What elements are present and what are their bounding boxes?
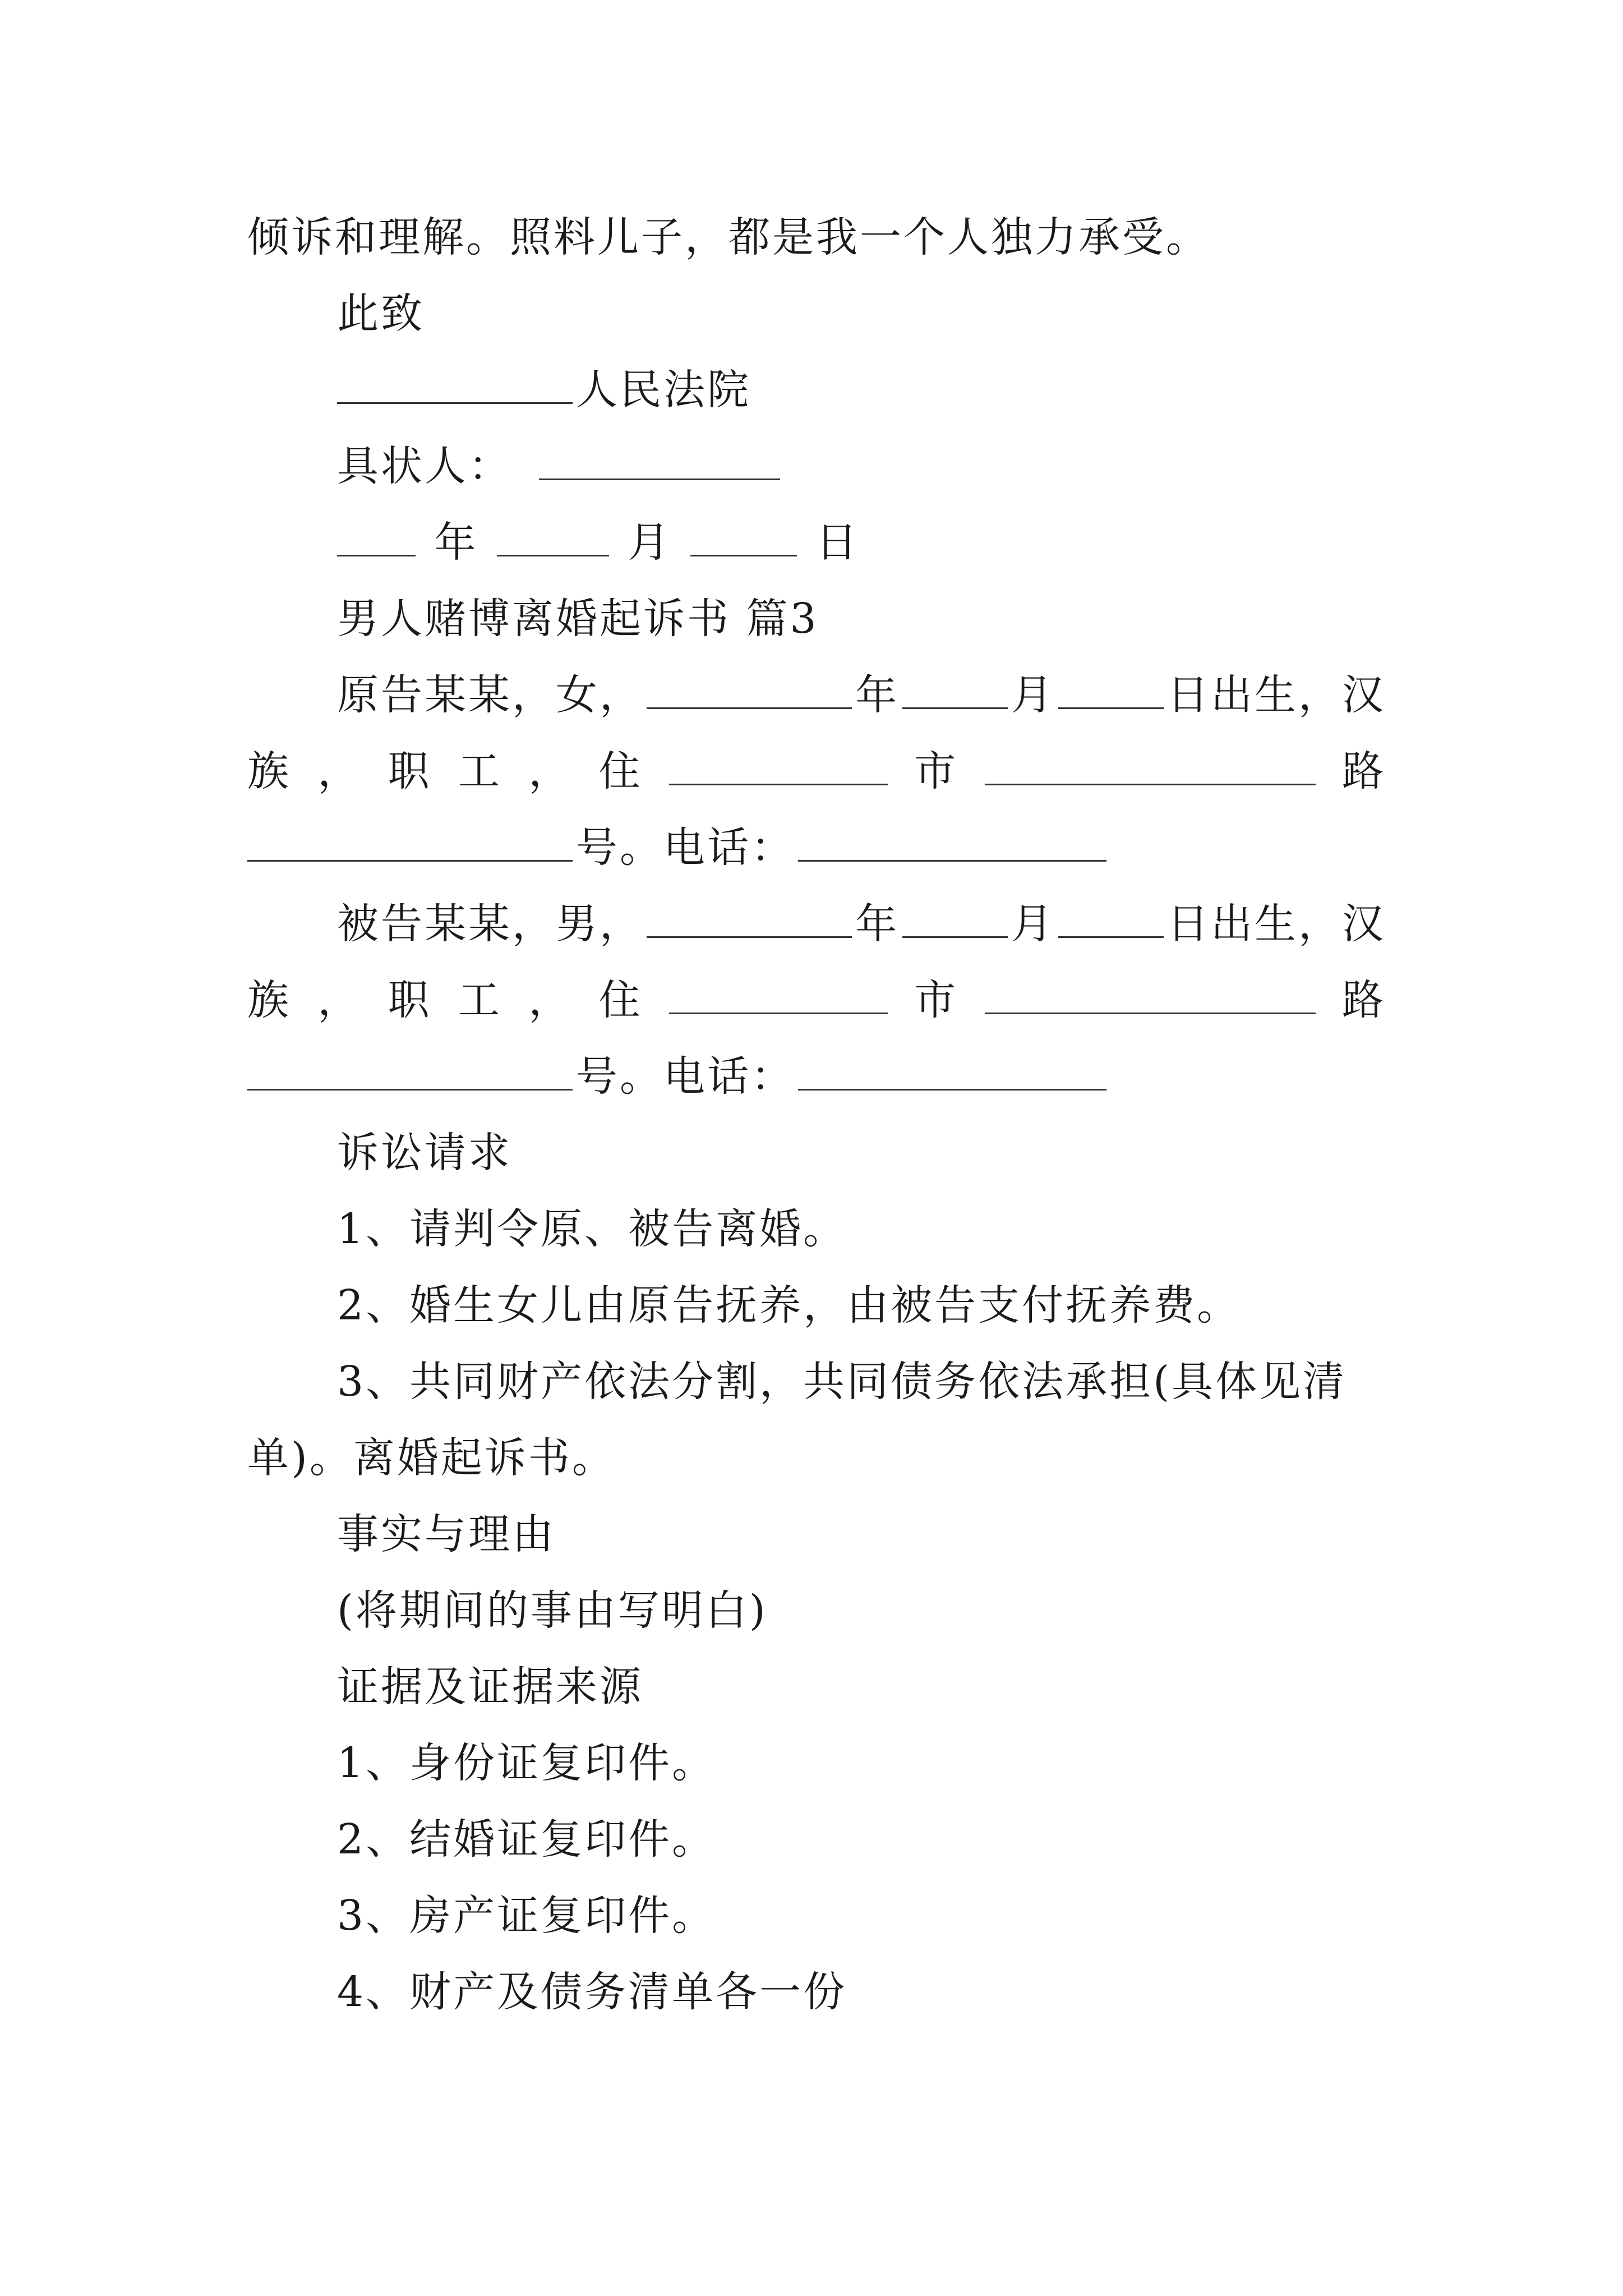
plaintiff-year-blank[interactable] [647,666,852,709]
defendant-city-blank[interactable] [669,971,888,1014]
evidence-item: 2、结婚证复印件。 [337,1815,716,1864]
plaintiff-line-1 [247,657,1386,733]
phone-label: 号。电话： [576,1052,795,1101]
defendant-number-blank[interactable] [247,1047,573,1091]
phone-label: 号。电话： [576,823,795,872]
plaintiff-day-blank[interactable] [1058,666,1164,709]
text-char: ， [317,747,362,795]
text-char: 族 [247,976,291,1024]
plaintiff-number-blank[interactable] [247,818,573,862]
signer-label: 具状人： [337,442,512,490]
day-label: 日 [815,518,860,567]
month-label: 月 [1011,900,1055,948]
salutation: 此致 [337,289,425,338]
text-char: 住 [598,747,643,795]
date-line [247,504,1386,581]
defendant-month-blank[interactable] [902,895,1008,938]
claims-heading: 诉讼请求 [337,1129,512,1177]
paragraph-line: 倾诉和理解。照料儿子，都是我一个人独力承受。 [247,213,1210,261]
year-label: 年 [855,671,900,719]
plaintiff-line-3 [247,809,1386,886]
court-name-blank[interactable] [337,361,573,404]
court-line [247,352,1386,428]
text-char: 职 [388,747,432,795]
text-char: 路 [1341,976,1386,1024]
defendant-year-blank[interactable] [647,895,852,938]
text-char: ， [317,976,362,1024]
evidence-heading: 证据及证据来源 [337,1663,643,1711]
text-char: 市 [914,747,958,795]
facts-heading: 事实与理由 [337,1510,556,1558]
evidence-item: 4、财产及债务清单各一份 [337,1968,847,2016]
plaintiff-month-blank[interactable] [902,666,1008,709]
claim-item: 3、共同财产依法分割，共同债务依法承担(具体见清 [337,1358,1347,1406]
facts-note: (将期间的事由写明白) [337,1586,768,1635]
defendant-birth-suffix: 日出生，汉 [1167,900,1386,948]
month-label: 月 [628,518,672,567]
plaintiff-city-blank[interactable] [669,742,888,785]
text-char: ， [528,747,573,795]
year-label: 年 [855,900,900,948]
text-char: 族 [247,747,291,795]
defendant-line-2 [247,962,1386,1038]
claim-item: 2、婚生女儿由原告抚养，由被告支付抚养费。 [337,1281,1241,1329]
month-blank[interactable] [497,513,609,556]
plaintiff-birth-suffix: 日出生，汉 [1167,671,1386,719]
text-char: ， [528,976,573,1024]
month-label: 月 [1011,671,1055,719]
defendant-phone-blank[interactable] [798,1047,1106,1091]
signer-blank[interactable] [539,437,780,480]
day-blank[interactable] [690,513,797,556]
signer-line [247,428,1386,504]
defendant-day-blank[interactable] [1058,895,1164,938]
evidence-item: 1、身份证复印件。 [337,1739,716,1787]
plaintiff-intro: 原告某某，女， [337,671,643,719]
plaintiff-phone-blank[interactable] [798,818,1106,862]
plaintiff-road-blank[interactable] [985,742,1316,785]
defendant-line-3 [247,1038,1386,1115]
evidence-item: 3、房产证复印件。 [337,1892,716,1940]
year-label: 年 [434,518,478,567]
defendant-line-1 [247,886,1386,962]
text-char: 市 [914,976,958,1024]
document-page [247,199,1386,2030]
defendant-intro: 被告某某，男， [337,900,643,948]
court-suffix: 人民法院 [576,366,751,414]
text-char: 工 [458,747,502,795]
claim-item-continued: 单)。离婚起诉书。 [247,1434,616,1482]
plaintiff-line-2 [247,733,1386,809]
year-blank[interactable] [337,513,416,556]
text-char: 工 [458,976,502,1024]
text-char: 职 [388,976,432,1024]
claim-item: 1、请判令原、被告离婚。 [337,1205,847,1253]
section-heading: 男人赌博离婚起诉书 篇3 [337,595,819,643]
defendant-road-blank[interactable] [985,971,1316,1014]
text-char: 住 [598,976,643,1024]
text-char: 路 [1341,747,1386,795]
